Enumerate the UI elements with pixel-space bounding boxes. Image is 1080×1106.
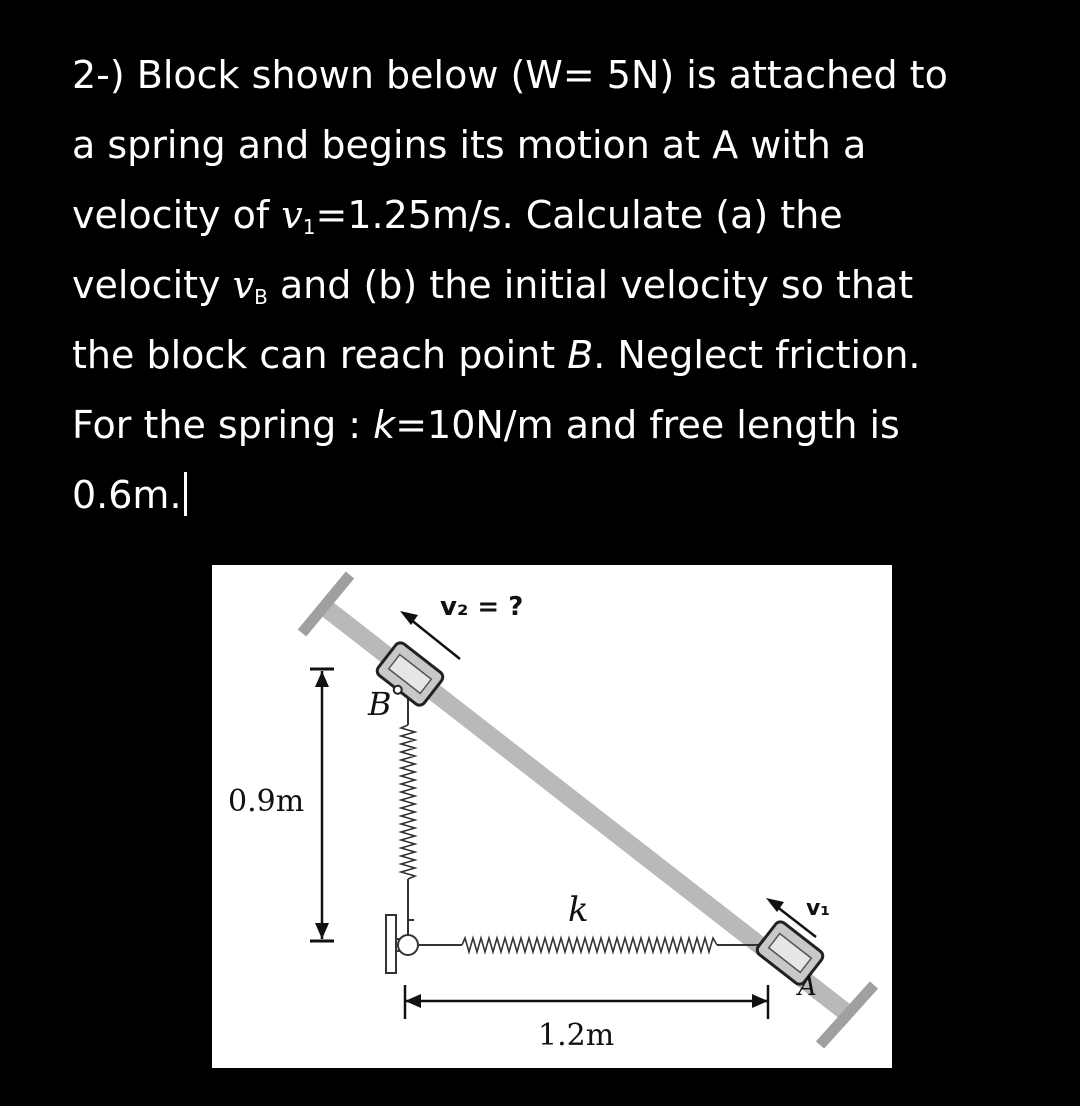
problem-statement <box>72 40 1042 530</box>
vertical-spring-coil <box>401 725 415 879</box>
width-arrow-left <box>405 994 421 1008</box>
text-segment: velocity <box>72 263 233 307</box>
problem-line-6 <box>72 390 1042 460</box>
velocity-subscript: B <box>254 285 268 309</box>
spring-k-label: k <box>568 890 589 930</box>
text-segment: . Neglect friction. <box>593 333 921 377</box>
height-arrow-up <box>315 671 329 687</box>
width-arrow-right <box>752 994 768 1008</box>
v2-label: v₂ = ? <box>440 592 524 622</box>
horizontal-spring-coil <box>462 938 717 952</box>
text-segment: velocity of <box>72 193 282 237</box>
velocity-subscript: 1 <box>302 215 316 239</box>
problem-line-4 <box>72 250 1042 320</box>
point-a-label: A <box>798 972 817 1002</box>
pivot-pin <box>398 935 418 955</box>
text-cursor <box>184 472 187 516</box>
text-segment: For the spring : <box>72 403 374 447</box>
text-segment: =10N/m and free length is <box>395 403 900 447</box>
text-segment: =1.25m/s. Calculate (a) the <box>315 193 843 237</box>
height-arrow-down <box>315 923 329 939</box>
text-segment: and (b) the initial velocity so that <box>267 263 914 307</box>
text-segment: 0.6m. <box>72 473 182 517</box>
problem-line-3 <box>72 180 1042 250</box>
point-b-label: B <box>368 685 392 723</box>
problem-line-5 <box>72 320 1042 390</box>
point-b-symbol: B <box>567 333 594 377</box>
spring-constant-symbol: k <box>373 403 396 447</box>
velocity-symbol: v <box>232 263 255 307</box>
height-label: 0.9m <box>228 784 305 819</box>
v1-label: v₁ <box>806 896 830 921</box>
velocity-symbol: v <box>281 193 303 237</box>
problem-line-7 <box>72 460 1042 530</box>
problem-line-2: a spring and begins its motion at A with a <box>72 123 867 167</box>
pivot-plate <box>386 915 396 973</box>
problem-line-1: 2-) Block shown below (W= 5N) is attached to <box>72 53 948 97</box>
figure-svg <box>212 565 892 1068</box>
text-segment: the block can reach point <box>72 333 568 377</box>
spring-block-figure <box>212 565 892 1068</box>
width-label: 1.2m <box>538 1018 615 1053</box>
